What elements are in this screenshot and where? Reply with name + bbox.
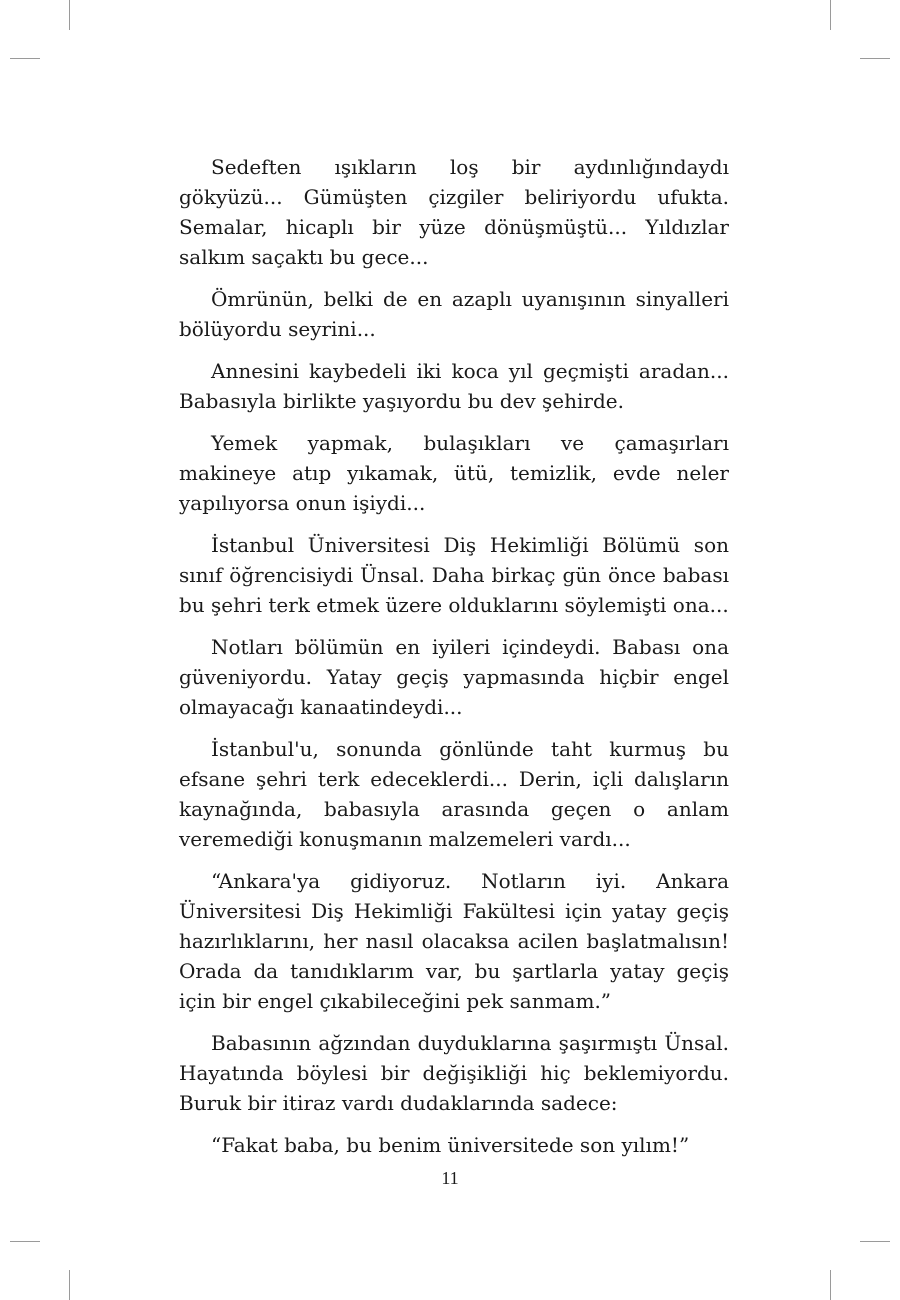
paragraph-3: Annesini kaybedeli iki koca yıl geçmişti aradan... Babasıyla birlikte yaşıyordu bu dev şehirde. [179,359,729,413]
crop-mark-bottom-left-horizontal [10,1241,40,1242]
page-number: 11 [441,1168,459,1188]
crop-mark-top-right-horizontal [860,58,890,59]
crop-mark-top-left-horizontal [10,58,40,59]
paragraph-8: “Ankara'ya gidiyoruz. Notların iyi. Ankara Üniversitesi Diş Hekimliği Fakültesi için yatay geçiş hazırlıklarını, her nasıl olacaksa acilen başlatmalısın! Orada da tanıdıklarım var, bu şartlarla yatay geçiş için bir engel çıkabileceğini pek sanmam.” [179,869,729,1013]
body-text [179,152,729,1172]
crop-mark-bottom-left-vertical [69,1270,70,1300]
crop-mark-top-right-vertical [830,0,831,30]
paragraph-7: İstanbul'u, sonunda gönlünde taht kurmuş bu efsane şehri terk edeceklerdi... Derin, içli dalışların kaynağında, babasıyla arasında geçen o anlam veremediği konuşmanın malzemeleri vardı... [179,737,729,851]
crop-mark-bottom-right-vertical [830,1270,831,1300]
paragraph-4: Yemek yapmak, bulaşıkları ve çamaşırları makineye atıp yıkamak, ütü, temizlik, evde neler yapılıyorsa onun işiydi... [179,431,729,515]
paragraph-6: Notları bölümün en iyileri içindeydi. Babası ona güveniyordu. Yatay geçiş yapmasında hiçbir engel olmayacağı kanaatindeydi... [179,635,729,719]
paragraph-9: Babasının ağzından duyduklarına şaşırmıştı Ünsal. Hayatında böylesi bir değişikliği hiç beklemiyordu. Buruk bir itiraz vardı dudaklarında sadece: [179,1031,729,1115]
paragraph-10: “Fakat baba, bu benim üniversitede son yılım!” [211,1133,690,1157]
crop-mark-bottom-right-horizontal [860,1241,890,1242]
paragraph-2: Ömrünün, belki de en azaplı uyanışının sinyalleri bölüyordu seyrini... [179,287,729,341]
paragraph-1: Sedeften ışıkların loş bir aydınlığındaydı gökyüzü... Gümüşten çizgiler beliriyordu ufukta. Semalar, hicaplı bir yüze dönüşmüştü... Yıldızlar salkım saçaktı bu gece... [179,155,729,269]
paragraph-5: İstanbul Üniversitesi Diş Hekimliği Bölümü son sınıf öğrencisiydi Ünsal. Daha birkaç gün önce babası bu şehri terk etmek üzere olduklarını söylemişti ona... [179,533,729,617]
crop-mark-top-left-vertical [69,0,70,30]
